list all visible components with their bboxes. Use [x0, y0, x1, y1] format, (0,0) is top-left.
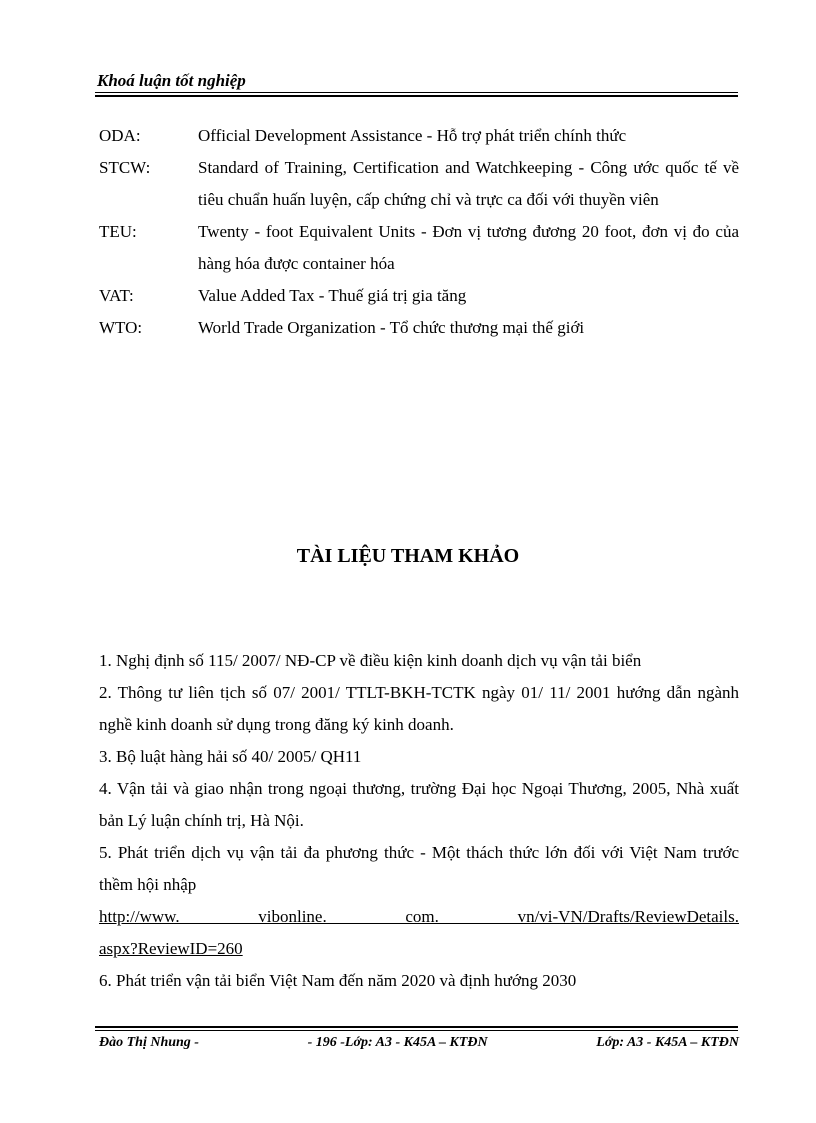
- abbreviation-key: WTO:: [99, 318, 143, 337]
- abbreviation-key: ODA:: [99, 126, 141, 145]
- reference-link-line1[interactable]: http://www. vibonline. com. vn/vi-VN/Drafts/ReviewDetails.: [99, 907, 739, 926]
- reference-item: 6. Phát triển vận tải biển Việt Nam đến năm 2020 và định hướng 2030: [99, 971, 577, 990]
- abbreviation-row: [99, 120, 739, 152]
- abbreviation-row: [99, 216, 739, 280]
- page-footer: [99, 1034, 739, 1052]
- footer-rule-bottom: [95, 1030, 738, 1031]
- abbreviation-definition: Twenty - foot Equivalent Units - Đơn vị tương đương 20 foot, đơn vị đo của hàng hóa được container hóa: [198, 222, 739, 273]
- abbreviation-key: VAT:: [99, 286, 134, 305]
- abbreviation-row: [99, 312, 739, 344]
- abbreviation-row: [99, 152, 739, 216]
- footer-rule-top: [95, 1026, 738, 1028]
- page-header: [97, 70, 737, 92]
- reference-item: 4. Vận tải và giao nhận trong ngoại thương, trường Đại học Ngoại Thương, 2005, Nhà xuất bản Lý luận chính trị, Hà Nội.: [99, 779, 739, 830]
- abbreviation-definition: Standard of Training, Certification and Watchkeeping - Công ước quốc tế về tiêu chuẩn huấn luyện, cấp chứng chỉ và trực ca đối với thuyền viên: [198, 158, 739, 209]
- footer-author: Đào Thị Nhung -: [99, 1035, 199, 1050]
- abbreviation-definition: World Trade Organization - Tổ chức thương mại thế giới: [198, 318, 585, 337]
- abbreviation-row: [99, 280, 739, 312]
- reference-link-line2[interactable]: aspx?ReviewID=260: [99, 939, 243, 958]
- header-rule-bottom: [95, 95, 738, 97]
- abbreviation-definition: Value Added Tax - Thuế giá trị gia tăng: [198, 286, 467, 305]
- footer-page-class: - 196 -Lớp: A3 - K45A – KTĐN: [307, 1035, 488, 1050]
- abbreviation-key: TEU:: [99, 222, 137, 241]
- references-list: [99, 645, 739, 997]
- reference-item: 1. Nghị định số 115/ 2007/ NĐ-CP về điều kiện kinh doanh dịch vụ vận tải biển: [99, 651, 642, 670]
- abbreviation-list: [99, 120, 739, 344]
- footer-class: Lớp: A3 - K45A – KTĐN: [596, 1035, 739, 1050]
- reference-item: 2. Thông tư liên tịch số 07/ 2001/ TTLT-BKH-TCTK ngày 01/ 11/ 2001 hướng dẫn ngành nghề kinh doanh sử dụng trong đăng ký kinh doanh.: [99, 683, 739, 734]
- abbreviation-key: STCW:: [99, 158, 151, 177]
- header-rule-top: [95, 92, 738, 93]
- reference-item: 5. Phát triển dịch vụ vận tải đa phương thức - Một thách thức lớn đối với Việt Nam trước thềm hội nhập: [99, 843, 739, 894]
- reference-item: 3. Bộ luật hàng hải số 40/ 2005/ QH11: [99, 747, 362, 766]
- header-title: Khoá luận tốt nghiệp: [97, 71, 246, 90]
- abbreviation-definition: Official Development Assistance - Hỗ trợ phát triển chính thức: [198, 126, 627, 145]
- references-title: TÀI LIỆU THAM KHẢO: [296, 545, 520, 567]
